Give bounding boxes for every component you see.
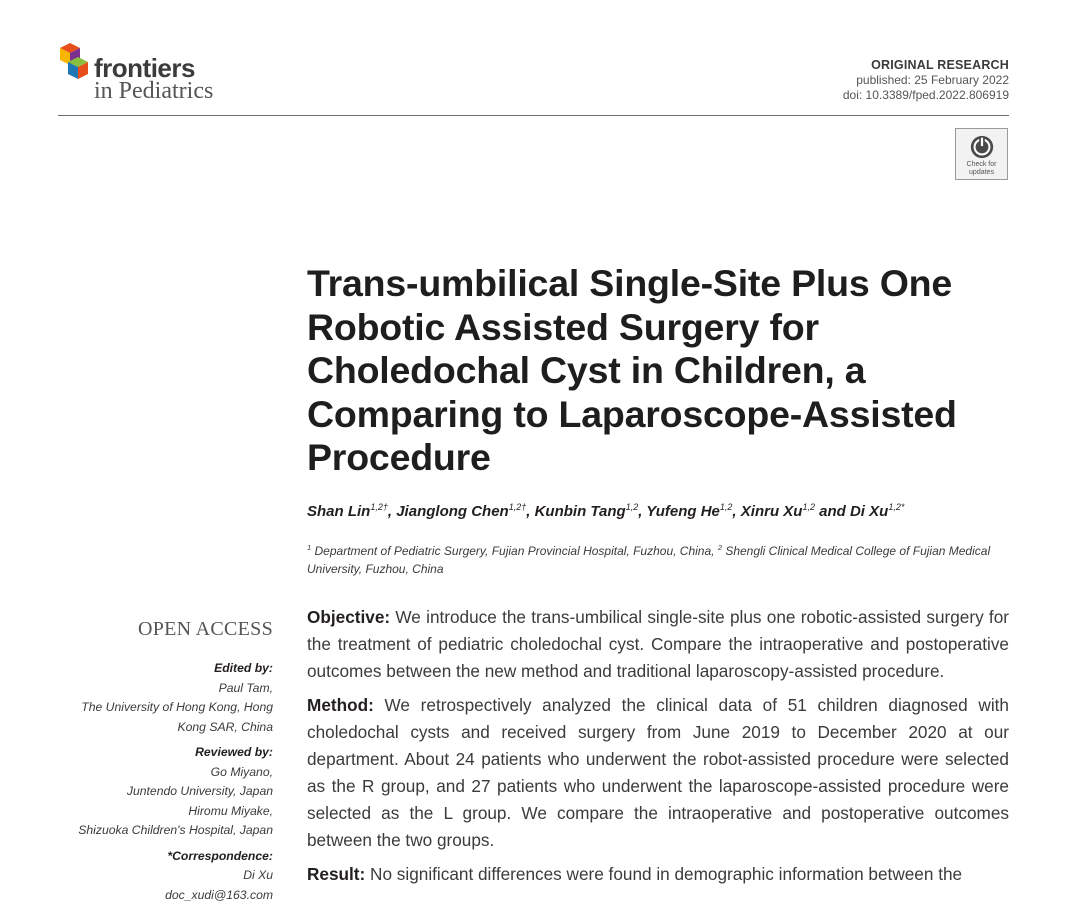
abstract <box>307 604 1009 895</box>
editorial-sidebar <box>60 659 273 905</box>
frontiers-logo-icon <box>56 42 92 82</box>
abstract-result <box>307 861 1009 888</box>
journal-subname: in Pediatrics <box>94 78 213 105</box>
abstract-section-text: No significant differences were found in demographic information between the <box>365 864 962 884</box>
title-line: Robotic Assisted Surgery for <box>307 306 819 348</box>
published-date: published: 25 February 2022 <box>843 73 1009 88</box>
affiliation-number: 2 <box>718 543 722 552</box>
editor-line: Kong SAR, China <box>60 718 273 738</box>
abstract-section-label: Objective: <box>307 607 390 627</box>
check-for-updates-label-2: updates <box>956 169 1007 176</box>
check-for-updates-button[interactable] <box>955 128 1008 180</box>
affiliation-text: Department of Pediatric Surgery, Fujian Provincial Hospital, Fuzhou, China, <box>311 544 718 558</box>
author-name[interactable]: Kunbin Tang <box>535 503 626 520</box>
author-affiliation-sup: 1,2† <box>509 502 527 512</box>
header-rule <box>58 115 1009 116</box>
reviewer-line[interactable]: Hiromu Miyake, <box>60 802 273 822</box>
author-name[interactable]: Jianglong Chen <box>396 503 509 520</box>
title-line: Procedure <box>307 436 491 478</box>
correspondence-name: Di Xu <box>60 866 273 886</box>
author-separator: , <box>732 503 740 520</box>
article-title <box>307 262 1027 480</box>
article-meta <box>843 58 1009 103</box>
author-name[interactable]: Shan Lin <box>307 503 370 520</box>
abstract-method <box>307 692 1009 854</box>
author-affiliation-sup: 1,2 <box>720 502 733 512</box>
author-name[interactable]: Xinru Xu <box>741 503 803 520</box>
author-separator: , <box>638 503 646 520</box>
check-for-updates-label-1: Check for <box>956 161 1007 168</box>
author-separator: , <box>526 503 534 520</box>
abstract-section-text: We retrospectively analyzed the clinical data of 51 children diagnosed with choledochal cysts and received surgery from June 2019 to December 2020 at our department. About 24 patients who underwent the robot-assisted procedure were selected as the R group, and 27 patients who underwent the laparoscope-assisted procedure were selected as the L group. We compare the intraoperative and postoperative outcomes between the two groups. <box>307 695 1009 850</box>
title-line: Trans-umbilical Single-Site Plus One <box>307 262 952 304</box>
doi[interactable]: doi: 10.3389/fped.2022.806919 <box>843 88 1009 103</box>
title-line: Choledochal Cyst in Children, a <box>307 349 865 391</box>
article-type: ORIGINAL RESEARCH <box>843 58 1009 73</box>
title-line: Comparing to Laparoscope-Assisted <box>307 393 957 435</box>
affiliations <box>307 539 997 578</box>
author-name[interactable]: Yufeng He <box>646 503 720 520</box>
author-list <box>307 502 1027 520</box>
reviewer-line: Shizuoka Children's Hospital, Japan <box>60 821 273 841</box>
edited-by-heading: Edited by: <box>60 659 273 679</box>
reviewer-line[interactable]: Go Miyano, <box>60 763 273 783</box>
author-separator: and <box>815 503 850 520</box>
affiliation-text: Shengli Clinical Medical College of Fujian Medical University, Fuzhou, China <box>307 544 990 576</box>
editor-line: The University of Hong Kong, Hong <box>60 698 273 718</box>
reviewed-by-heading: Reviewed by: <box>60 743 273 763</box>
author-affiliation-sup: 1,2† <box>370 502 388 512</box>
author-name[interactable]: Di Xu <box>850 503 888 520</box>
journal-logo <box>56 42 256 106</box>
author-affiliation-sup: 1,2 <box>802 502 815 512</box>
author-affiliation-sup: 1,2* <box>888 502 904 512</box>
journal-name: frontiers <box>94 53 195 84</box>
reviewer-line: Juntendo University, Japan <box>60 782 273 802</box>
affiliation-number: 1 <box>307 543 311 552</box>
abstract-objective <box>307 604 1009 685</box>
correspondence-heading: *Correspondence: <box>60 847 273 867</box>
correspondence-email[interactable]: doc_xudi@163.com <box>60 886 273 905</box>
author-separator: , <box>388 503 396 520</box>
editor-line[interactable]: Paul Tam, <box>60 679 273 699</box>
author-affiliation-sup: 1,2 <box>626 502 639 512</box>
check-for-updates-icon <box>969 134 995 160</box>
abstract-section-label: Result: <box>307 864 365 884</box>
open-access-label: OPEN ACCESS <box>60 618 273 641</box>
abstract-section-text: We introduce the trans-umbilical single-site plus one robotic-assisted surgery for the treatment of pediatric choledochal cyst. Compare the intraoperative and postoperative outcomes between the new method and traditional laparoscopy-assisted procedure. <box>307 607 1009 681</box>
abstract-section-label: Method: <box>307 695 374 715</box>
